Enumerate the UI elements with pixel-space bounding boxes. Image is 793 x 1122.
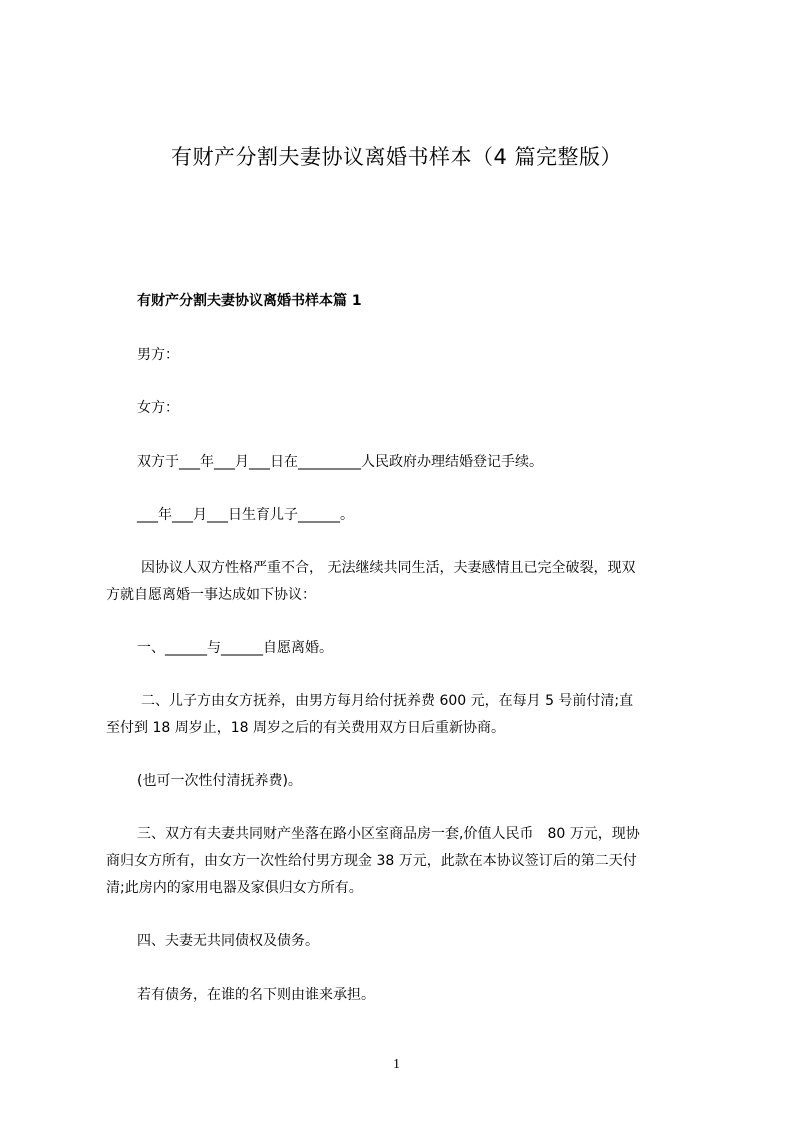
clause-3-line-3: 清;此房内的家用电器及家俱归女方所有。: [106, 880, 363, 896]
clause-3-line-1: 三、双方有夫妻共同财产坐落在路小区室商品房一套,价值人民币 80 万元，现协: [137, 826, 640, 842]
clause-2-note: (也可一次性付清抚养费)。: [137, 773, 302, 789]
clause-3-line-2: 商归女方所有，由女方一次性给付男方现金 38 万元，此款在本协议签订后的第二天付: [106, 853, 637, 869]
section-heading: 有财产分割夫妻协议离婚书样本篇 1: [137, 293, 362, 309]
paragraph-reason-line-2: 方就自愿离婚一事达成如下协议：: [106, 587, 316, 603]
clause-2-line-1: 二、儿子方由女方抚养，由男方每月给付抚养费 600 元，在每月 5 号前付清;直: [141, 693, 634, 709]
page-number: 1: [393, 1057, 400, 1072]
paragraph-reason-line-1: 因协议人双方性格严重不合， 无法继续共同生活，夫妻感情且已完全破裂，现双: [141, 560, 636, 576]
document-title: 有财产分割夫妻协议离婚书样本（4 篇完整版）: [170, 145, 623, 169]
paragraph-child-birth: ___年___月___日生育儿子______。: [137, 507, 354, 523]
clause-1: 一、______与______自愿离婚。: [137, 640, 333, 656]
clause-2-line-2: 至付到 18 周岁止，18 周岁之后的有关费用双方日后重新协商。: [106, 720, 505, 736]
clause-4: 四、夫妻无共同债权及债务。: [137, 933, 319, 949]
paragraph-male-party: 男方：: [137, 347, 179, 363]
clause-4-note: 若有债务，在谁的名下则由谁来承担。: [137, 987, 375, 1003]
paragraph-female-party: 女方：: [137, 400, 179, 416]
paragraph-marriage-registration: 双方于___年___月___日在_________人民政府办理结婚登记手续。: [137, 454, 543, 470]
